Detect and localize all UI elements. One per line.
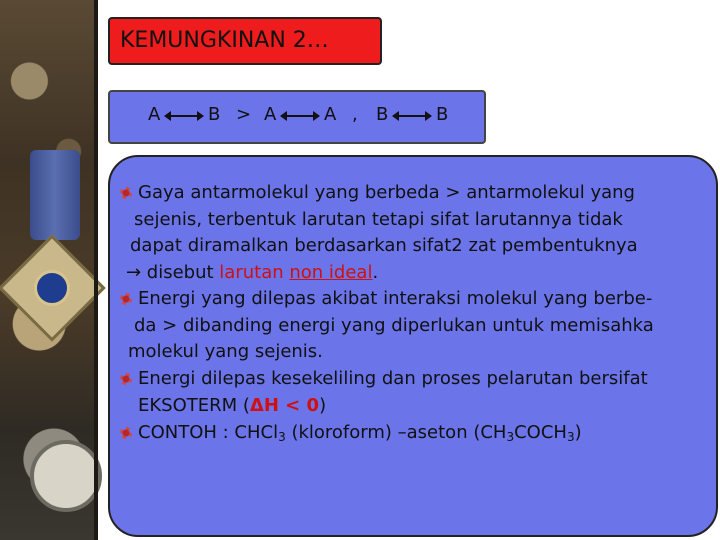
bullet-2	[128, 286, 718, 366]
double-arrow-icon	[166, 115, 202, 117]
subscript: 3	[278, 430, 286, 444]
slide-title	[108, 17, 382, 65]
bullet-2-line-1: Energi yang dilepas akibat interaksi molekul yang berbe-	[138, 288, 653, 309]
bullet-1-line-4	[126, 260, 718, 287]
example-mid2: COCH	[514, 422, 567, 443]
bullet-3-line-1: Energi dilepas kesekeliling dan proses pelarutan bersifat	[138, 368, 648, 389]
reactant-b: B	[208, 104, 221, 125]
bullet-2-line-2: da > dibanding energi yang diperlukan untuk memisahka	[134, 314, 654, 336]
bullet-1-line-1: Gaya antarmolekul yang berbeda > antarmolekul yang	[138, 182, 635, 203]
medal-center	[34, 270, 70, 306]
decorative-photo	[0, 0, 98, 540]
bullet-flower-icon	[120, 187, 132, 199]
subscript: 3	[566, 430, 575, 444]
reactant-b2: B	[376, 104, 389, 125]
reactant-b3: B	[436, 104, 449, 125]
medal-ribbon	[30, 150, 80, 240]
term-non-ideal: non ideal	[289, 261, 373, 283]
bullet-3	[138, 366, 718, 419]
bullet-2-line-3: molekul yang sejenis.	[128, 341, 323, 363]
bullet-1-line-2: sejenis, terbentuk larutan tetapi sifat larutannya tidak	[134, 208, 623, 230]
double-arrow-icon	[282, 115, 318, 117]
example-mid: (kloroform) –aseton (CH	[285, 422, 507, 443]
bullet-4	[138, 420, 718, 451]
bullet-4-line-1	[138, 420, 718, 451]
greater-than-sign: >	[236, 104, 252, 125]
reaction-box	[108, 90, 486, 144]
reactant-a3: A	[324, 104, 337, 125]
bullet-flower-icon	[120, 427, 132, 439]
bullet-flower-icon	[120, 293, 132, 305]
compass	[30, 440, 102, 512]
bullet-flower-icon	[120, 373, 132, 385]
content-box	[108, 155, 718, 537]
subscript: 3	[506, 430, 515, 444]
reactant-a: A	[148, 104, 161, 125]
reactant-a2: A	[264, 104, 277, 125]
slide-title-text: KEMUNGKINAN 2…	[120, 28, 329, 53]
bullet-3-last-suffix: )	[319, 394, 327, 416]
bullet-3-line-2	[138, 393, 718, 420]
bullet-1-line-3: dapat diramalkan berdasarkan sifat2 zat pembentuknya	[130, 235, 638, 257]
example-prefix: CONTOH : CHCl	[138, 422, 279, 443]
bullet-1-last-prefix: → disebut	[126, 261, 220, 283]
bullet-3-last-prefix: EKSOTERM (	[138, 394, 250, 416]
comma: ,	[352, 104, 358, 125]
double-arrow-icon	[394, 115, 430, 117]
term-larutan: larutan	[219, 261, 290, 283]
delta-h: ΔH < 0	[249, 394, 320, 416]
example-suffix: )	[574, 422, 582, 443]
bullet-1	[126, 180, 718, 286]
bullet-1-last-suffix: .	[372, 261, 379, 283]
